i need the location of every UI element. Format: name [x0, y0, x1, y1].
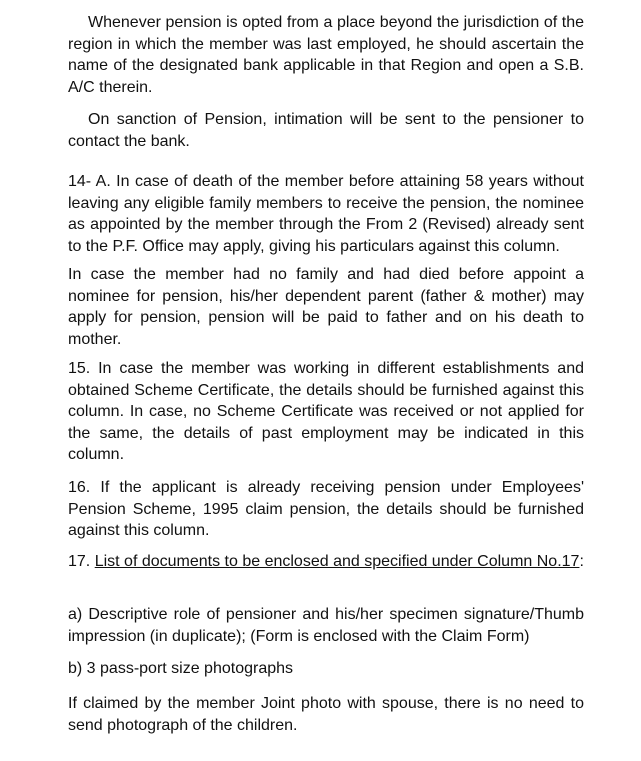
paragraph-designated-bank: Whenever pension is opted from a place beyond the jurisdiction of the region in which the member was last employed, he should ascertain the name of the designated bank applicable in that Region and open a S.B. A/C therein. [68, 14, 584, 96]
paragraph-16-existing-pension: 16. If the applicant is already receiving pension under Employees' Pension Scheme, 1995 claim pension, the details should be furnished against this column. [68, 479, 584, 540]
underlined-heading: List of documents to be enclosed and specified under Column No.17 [94, 553, 580, 570]
paragraph-joint-photo: If claimed by the member Joint photo with spouse, there is no need to send photograph of the children. [68, 695, 584, 734]
list-item-photographs: b) 3 pass-port size photographs [68, 660, 294, 677]
item-number: 17. [68, 553, 91, 570]
paragraph-17-documents-heading [68, 551, 584, 573]
paragraph-dependent-parent: In case the member had no family and had died before appoint a nominee for pension, his/her dependent parent (father & mother) may apply for pension, pension will be paid to father and on his death to mother. [68, 266, 584, 348]
list-item-descriptive-role: a) Descriptive role of pensioner and his/her specimen signature/Thumb impression (in duplicate); (Form is enclosed with the Claim Form) [68, 606, 584, 645]
paragraph-15-scheme-certificate: 15. In case the member was working in different establishments and obtained Scheme Certificate, the details should be furnished against this column. In case, no Scheme Certificate was received or not applied for the same, the details of past employment may be indicated in this column. [68, 360, 584, 464]
paragraph-14a-nominee: 14- A. In case of death of the member before attaining 58 years without leaving any eligible family members to receive the pension, the nominee as appointed by the member through the From 2 (Revised) already sent to the P.F. Office may apply, giving his particulars against this column. [68, 173, 584, 255]
heading-colon: : [579, 553, 584, 570]
paragraph-sanction-intimation: On sanction of Pension, intimation will be sent to the pensioner to contact the bank. [68, 111, 584, 150]
